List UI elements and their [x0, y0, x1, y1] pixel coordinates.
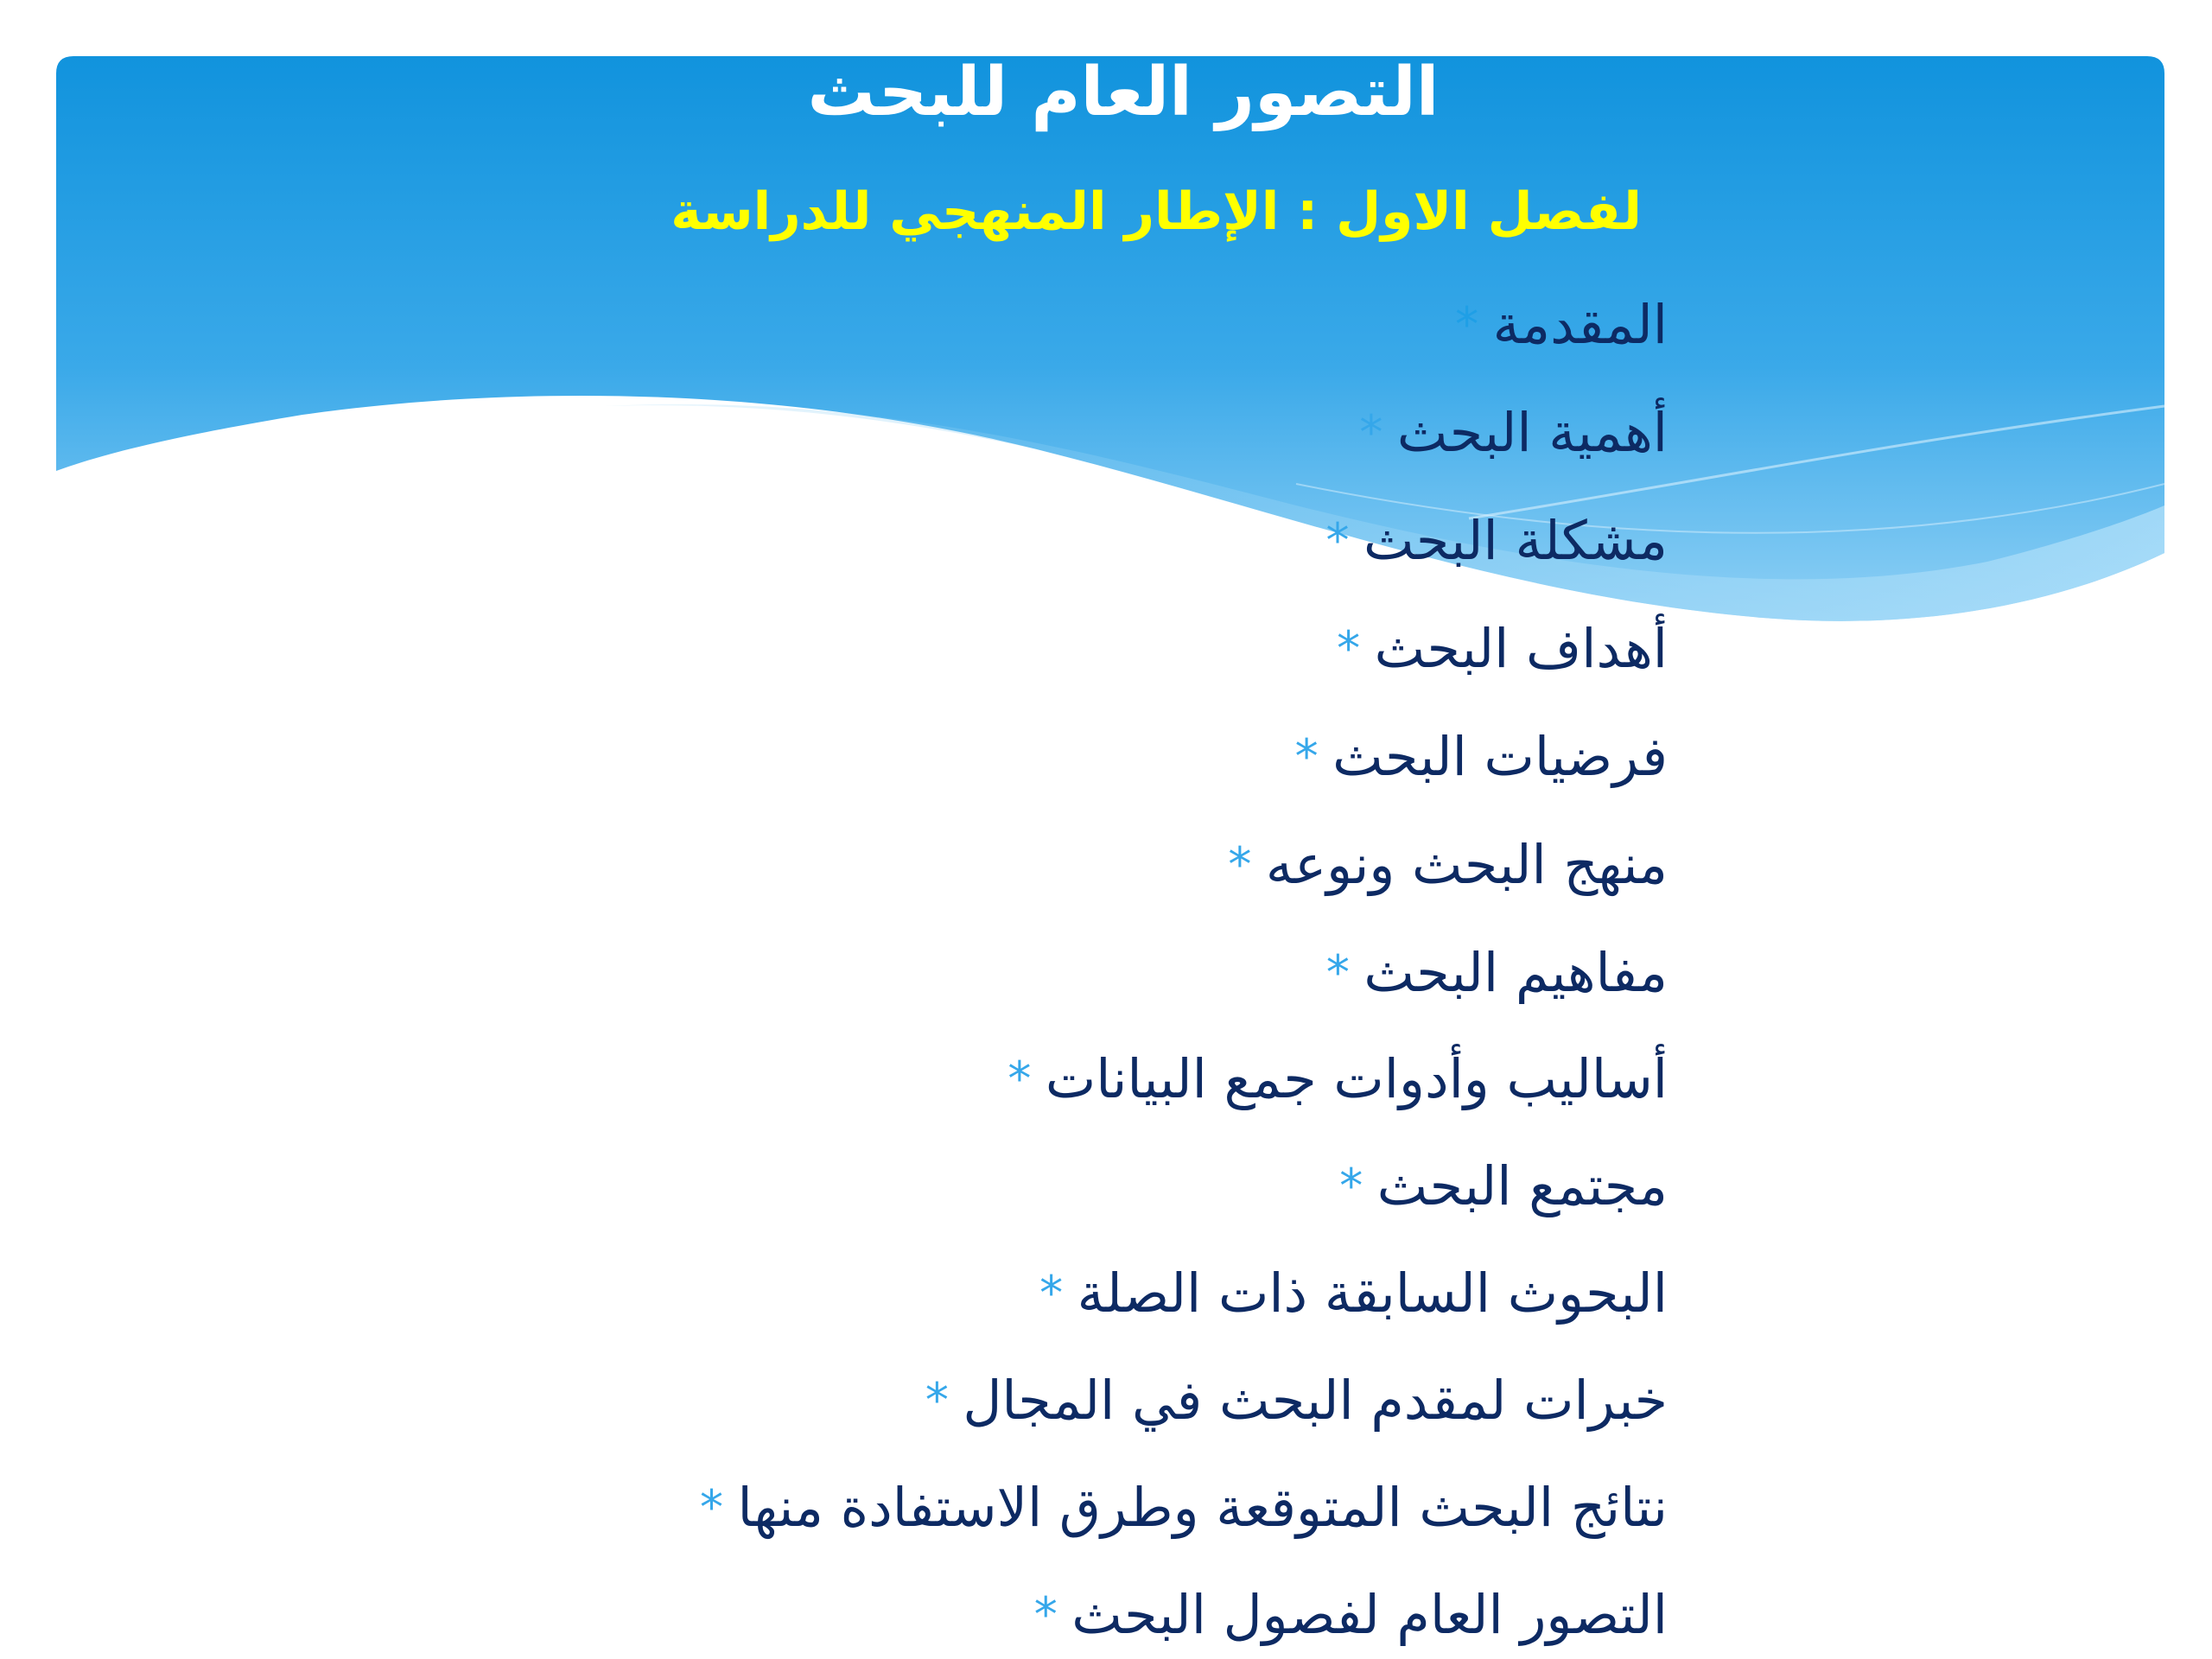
list-item-label: مشكلة البحث: [1363, 508, 1668, 572]
list-item-label: التصور العام لفصول البحث: [1071, 1582, 1668, 1646]
bullet-icon: *: [925, 1372, 949, 1427]
list-item-label: البحوث السابقة ذات الصلة: [1077, 1261, 1668, 1325]
list-item-label: خبرات لمقدم البحث في المجال: [963, 1368, 1668, 1432]
list-item: [1274, 929, 1668, 1015]
bullet-icon: *: [1359, 404, 1383, 460]
list-item-label: مجتمع البحث: [1376, 1154, 1668, 1217]
list-item: [1307, 389, 1668, 475]
list-item: [1285, 605, 1668, 691]
bullet-icon: *: [1007, 1051, 1032, 1106]
list-item-label: فرضيات البحث: [1332, 724, 1668, 788]
bullet-icon: *: [1033, 1586, 1058, 1642]
list-item-label: أهمية البحث: [1396, 400, 1668, 464]
list-item: [982, 1571, 1668, 1657]
list-item-label: أساليب وأدوات جمع البيانات: [1045, 1046, 1668, 1110]
bullet-icon: *: [1228, 836, 1252, 892]
list-item: [1403, 281, 1668, 367]
bullet-icon: *: [1039, 1265, 1064, 1320]
bullet-icon: *: [1455, 296, 1479, 352]
bullet-icon: *: [1325, 944, 1350, 1000]
bullet-icon: *: [1337, 620, 1361, 676]
bullet-icon: *: [1294, 728, 1319, 784]
list-item: [1176, 821, 1668, 907]
list-item-label: أهداف البحث: [1374, 616, 1668, 680]
slide-title: التصور العام للبحث: [807, 54, 1440, 131]
list-item: [1243, 713, 1668, 799]
list-item: [873, 1357, 1668, 1443]
list-item: [1274, 497, 1668, 583]
list-item-label: المقدمة: [1492, 292, 1668, 356]
bullet-icon: *: [1325, 512, 1350, 568]
list-item-label: مفاهيم البحث: [1363, 940, 1668, 1004]
list-item-label: نتائج البحث المتوقعة وطرق الاستفادة منها: [737, 1475, 1668, 1539]
slide-subtitle: لفصل الاول : الإطار المنهجي للدراسة: [671, 181, 1642, 242]
list-item: [988, 1249, 1668, 1336]
list-item: [956, 1035, 1668, 1122]
list-item-label: منهج البحث ونوعه: [1265, 832, 1668, 896]
bullet-icon: *: [700, 1479, 724, 1535]
list-item: [1287, 1142, 1668, 1229]
list-item: [648, 1464, 1668, 1550]
bullet-icon: *: [1339, 1158, 1363, 1213]
